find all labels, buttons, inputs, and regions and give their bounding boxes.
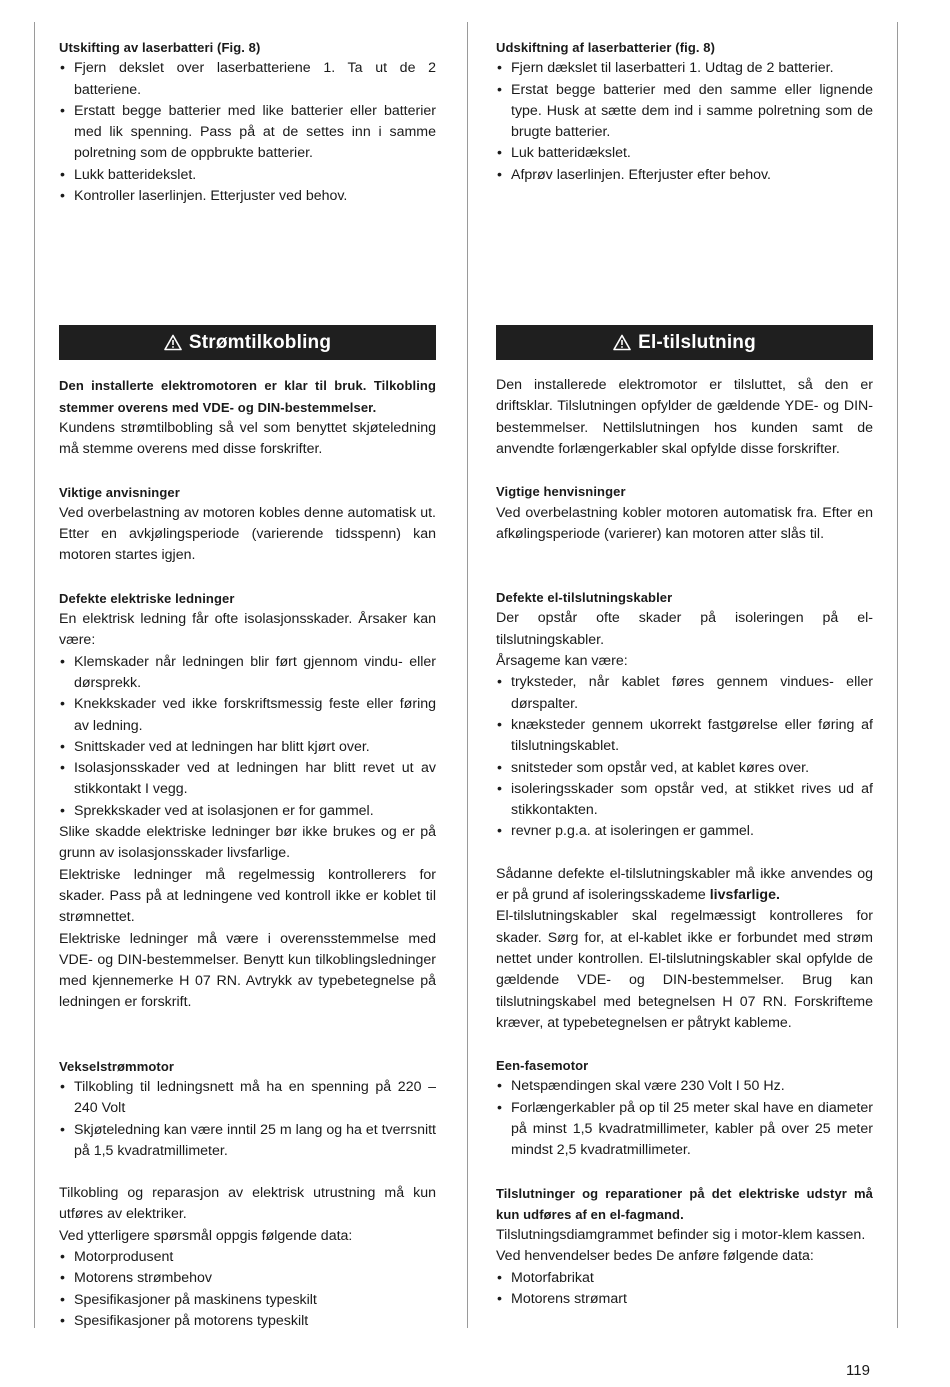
battery-steps-list xyxy=(496,58,873,186)
defects-list xyxy=(59,652,436,822)
intro-bold-text: Den installerte elektromotoren er klar til bruk. Tilkobling stemmer overens med VDE- og DIN-bestemmelser. xyxy=(59,378,436,415)
single-phase-bold-paragraph: Tilslutninger og reparationer på det elektriske udstyr må kun udføres af en el-fagmand. xyxy=(496,1185,873,1222)
page-number: 119 xyxy=(846,1362,870,1379)
list-item: • Lukk batteridekslet. xyxy=(59,165,436,186)
defects-intro: En elektrisk ledning får ofte isolasjonsskader. Årsaker kan være: xyxy=(59,611,436,649)
center-divider-rule xyxy=(467,22,468,1328)
list-item: • Forlængerkabler på op til 25 meter skal have en diameter på minst 1,5 kvadratmillimeter, kabler på over 25 meter mindst 2,5 kvadratmillimeter. xyxy=(496,1098,873,1162)
defects-paragraph-emphasis: livsfarlige. xyxy=(709,887,780,904)
battery-heading: Utskifting av laserbatteri (Fig. 8) xyxy=(59,40,261,55)
list-item: • Skjøteledning kan være inntil 25 m lang og ha et tverrsnitt på 1,5 kvadratmillimeter. xyxy=(59,1120,436,1163)
list-item: • Fjern dækslet til laserbatteri 1. Udtag de 2 batterier. xyxy=(496,58,873,79)
defects-paragraph-text: Sådanne defekte el-tilslutningskabler må ikke anvendes og er på grund af isoleringsskademe xyxy=(496,865,873,904)
list-item: • Klemskader når ledningen blir ført gjennom vindu- eller dørsprekk. xyxy=(59,652,436,695)
list-item: • Motorfabrikat xyxy=(496,1268,873,1289)
right-margin-rule xyxy=(897,22,898,1328)
defects-intro: Der opstår ofte skader på isoleringen på el-tilslutningskabler. xyxy=(496,610,873,648)
warning-triangle-icon xyxy=(613,334,631,351)
list-item: • snitsteder som opstår ved, at kablet køres over. xyxy=(496,758,873,779)
notes-heading: Vigtige henvisninger xyxy=(496,484,626,500)
list-item: • Motorens strømbehov xyxy=(59,1268,436,1289)
warning-triangle-icon xyxy=(164,334,182,351)
single-phase-heading: Een-fasemotor xyxy=(496,1058,589,1074)
defects-paragraph: Slike skadde elektriske ledninger bør ikke brukes og er på grunn av isolasjonsskader livsfarlige. xyxy=(59,824,436,862)
list-item: • tryksteder, når kablet føres gennem vindues- eller dørspalter. xyxy=(496,672,873,715)
ac-motor-heading: Vekselstrømmotor xyxy=(59,1058,175,1074)
notes-heading: Viktige anvisninger xyxy=(59,484,180,500)
left-column xyxy=(59,37,436,1332)
ac-paragraph: Tilkobling og reparasjon av elektrisk utrustning må kun utføres av elektriker. xyxy=(59,1185,436,1223)
battery-steps-list xyxy=(59,58,436,207)
left-margin-rule xyxy=(34,22,35,1328)
list-item: • Knekkskader ved ikke forskriftsmessig feste eller føring av ledning. xyxy=(59,694,436,737)
single-phase-paragraph: Tilslutningsdiamgrammet befinder sig i motor-klem kassen. xyxy=(496,1227,866,1244)
ac-paragraph: Ved ytterligere spørsmål oppgis følgende data: xyxy=(59,1227,353,1244)
list-item: • isoleringsskader som opstår ved, at stikket rives ud af stikkontakten. xyxy=(496,779,873,822)
ac-motor-list xyxy=(59,1077,436,1162)
list-item: • Luk batteridækslet. xyxy=(496,143,873,164)
ac-data-list xyxy=(59,1247,436,1332)
intro-text: Kundens strømtilbobling så vel som benyttet skjøteledning må stemme overens med disse forskrifter. xyxy=(59,419,436,458)
list-item: • Sprekkskader ved at isolasjonen er for gammel. xyxy=(59,801,436,822)
single-phase-list xyxy=(496,1076,873,1161)
list-item: • revner p.g.a. at isoleringen er gammel. xyxy=(496,821,873,842)
intro-text: Den installerede elektromotor er tilsluttet, så den er driftsklar. Tilslutningen opfylder de gældende YDE- og DIN-bestemmelser. Nettilslutningen hos kunden samt de anvendte forlængerkabler skal opfylde disse forskrifter. xyxy=(496,377,873,457)
list-item: • Tilkobling til ledningsnett må ha en spenning på 220 – 240 Volt xyxy=(59,1077,436,1120)
section-banner xyxy=(59,325,436,360)
defects-intro: Årsageme kan være: xyxy=(496,653,628,670)
banner-title: Strømtilkobling xyxy=(188,332,332,354)
battery-heading: Udskiftning af laserbatterier (fig. 8) xyxy=(496,40,716,55)
list-item: • Spesifikasjoner på motorens typeskilt xyxy=(59,1311,436,1332)
list-item: • Motorens strømart xyxy=(496,1289,873,1310)
defects-paragraph: El-tilslutningskabler skal regelmæssigt kontrolleres for skader. Sørg for, at el-kablet ikke er forbundet med strøm nettet under kontrollen. El-tilslutningskabler skal opfylde de gældende VDE- og DIN-bestemmelser. Brug kan tilslutningskabel med betegnelsen H 07 RN. Forskrifteme kræver, at typebetegnelsen er påtrykt kableme. xyxy=(496,908,873,1031)
banner-title: El-tilslutning xyxy=(638,331,756,353)
notes-text: Ved overbelastning kobler motoren automatisk fra. Efter en afkølingsperiode (varierer) kan motoren atter slås til. xyxy=(496,504,873,542)
notes-text: Ved overbelastning av motoren kobles denne automatisk ut. Etter en avkjølingsperiode (varierende tidsspenn) kan motoren startes igjen. xyxy=(59,504,436,564)
single-phase-data-list xyxy=(496,1268,873,1311)
list-item: • knæksteder gennem ukorrekt fastgørelse eller føring af tilslutningskablet. xyxy=(496,715,873,758)
list-item: • Kontroller laserlinjen. Etterjuster ved behov. xyxy=(59,186,436,207)
list-item: • Snittskader ved at ledningen har blitt kjørt over. xyxy=(59,737,436,758)
defects-paragraph xyxy=(496,864,873,907)
list-item: • Fjern dekslet over laserbatteriene 1. Ta ut de 2 batteriene. xyxy=(59,58,436,101)
defects-paragraph: Elektriske ledninger må være i overensstemmelse med VDE- og DIN-bestemmelser. Benytt kun tilkoblingsledninger med kjennemerke H 07 RN. Avtrykk av typebetegnelse på ledningen er forskrift. xyxy=(59,930,436,1011)
list-item: • Netspændingen skal være 230 Volt I 50 Hz. xyxy=(496,1076,873,1097)
list-item: • Erstatt begge batterier med like batterier eller batterier med lik spenning. Pass på at de settes inn i samme polretning som de oppbrukte batterier. xyxy=(59,101,436,165)
single-phase-paragraph: Ved henvendelser bedes De anføre følgende data: xyxy=(496,1248,814,1265)
list-item: • Erstat begge batterier med den samme eller lignende type. Husk at sætte dem ind i samme polretning som de brugte batterier. xyxy=(496,80,873,144)
right-column xyxy=(496,37,873,1310)
defects-paragraph: Elektriske ledninger må regelmessig kontrollerers for skader. Pass på at ledningene ved kontroll ikke er koblet til strømnettet. xyxy=(59,866,436,926)
list-item: • Motorprodusent xyxy=(59,1247,436,1268)
list-item: • Spesifikasjoner på maskinens typeskilt xyxy=(59,1290,436,1311)
section-banner xyxy=(496,325,873,360)
defects-heading: Defekte el-tilslutningskabler xyxy=(496,590,673,606)
defects-list xyxy=(496,672,873,842)
defects-heading: Defekte elektriske ledninger xyxy=(59,590,235,606)
list-item: • Isolasjonsskader ved at ledningen har blitt revet ut av stikkontakt I vegg. xyxy=(59,758,436,801)
list-item: • Afprøv laserlinjen. Efterjuster efter behov. xyxy=(496,165,873,186)
